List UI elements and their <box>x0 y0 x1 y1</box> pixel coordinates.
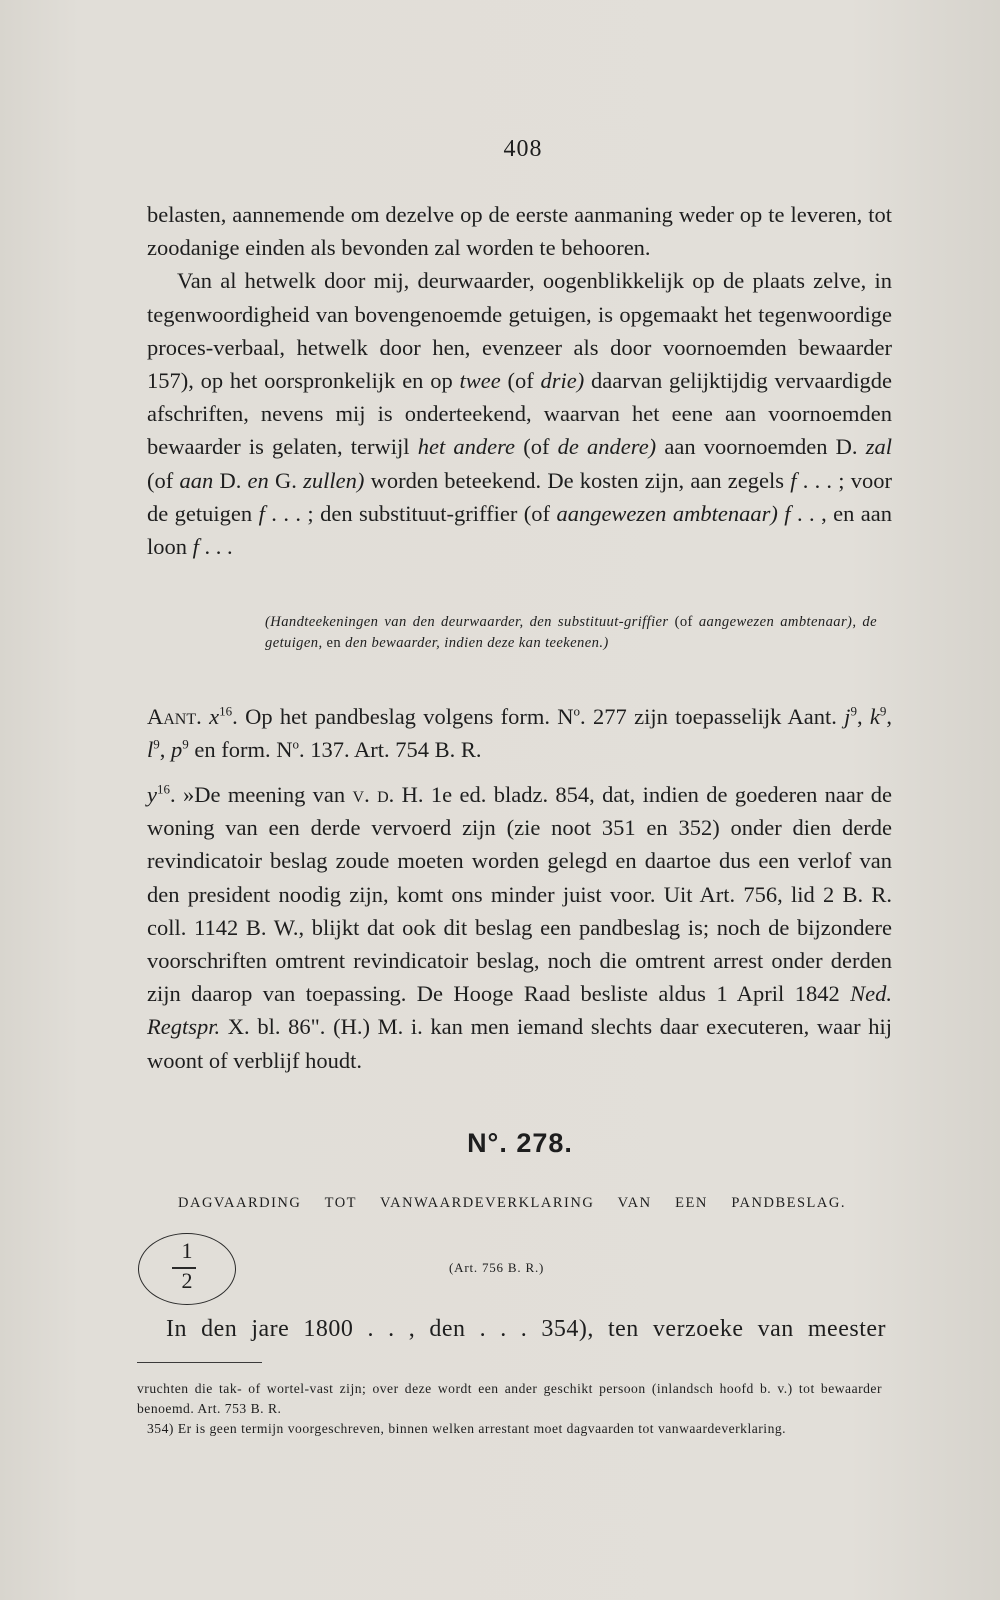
aant-label: Aant. <box>147 704 202 729</box>
article-reference: (Art. 756 B. R.) <box>449 1260 545 1275</box>
footnote-rule <box>137 1362 262 1363</box>
intro-paragraph-1: belasten, aannemende om dezelve op de eerste aanmaning weder op te leveren, tot zoodanige einden als bevonden zal worden te behooren. <box>147 202 892 261</box>
intro-text <box>147 198 892 563</box>
annotation-y16: $y^{16}$. »De meening van v. d. H. 1e ed. bladz. 854, dat, indien de goederen naar de woning van een derde vervoerd zijn (zie noot 351 en 352) onder dien derde revindicatoir beslag zoude moeten worden gelegd en daartoe dus een verlof van den president noodig zijn, komt ons minder juist voor. Uit Art. 756, lid 2 B. R. coll. 1142 B. W., blijkt dat ook dit beslag een pandbeslag is; noch de bijzondere voorschriften omtrent revindicatoir beslag, noch die omtrent arrest onder derden zijn daarop van toepassing. De Hooge Raad besliste aldus 1 April 1842 Ned. Regtspr. X. bl. 86". (H.) M. i. kan men iemand slechts daar executeren, waar hij woont of verblijf houdt. <box>147 781 892 1073</box>
stamp-half-seal <box>138 1233 236 1305</box>
form-first-line: In den jare 1800 . . , den . . . 354), ten verzoeke van meester <box>166 1316 886 1342</box>
footnotes <box>137 1379 882 1439</box>
intro-paragraph-2: Van al hetwelk door mij, deurwaarder, oogenblikkelijk op de plaats zelve, in tegenwoordigheid van bovengenoemde getuigen, is opgemaakt het tegenwoordige proces-verbaal, hetwelk door hen, evenzeer als door voornoemden bewaarder 157), op het oorspronkelijk en op twee (of drie) daarvan gelijktijdig vervaardigde afschriften, nevens mij is onderteekend, waarvan het eene aan voornoemden bewaarder is gelaten, terwijl het andere (of de andere) aan voornoemden D. zal (of aan D. en G. zullen) worden beteekend. De kosten zijn, aan zegels f . . . ; voor de getuigen f . . . ; den substituut-griffier (of aangewezen ambtenaar) f . . , en aan loon f . . . <box>147 268 893 560</box>
signature-block: (Handteekeningen van den deurwaarder, den substituut-griffier (of aangewezen ambtenaar), de getuigen, en den bewaarder, indien deze kan teekenen.) <box>265 614 877 651</box>
form-title: DAGVAARDING TOT VANWAARDEVERKLARING VAN EEN PANDBESLAG. <box>178 1195 846 1211</box>
page-number: 408 <box>503 136 543 162</box>
annotation-x16: Aant. $x^{16}$. Op het pandbeslag volgens form. $N^o$. 277 zijn toepasselijk Aant. $j^9$, $k^9$, $l^9$, $p^9$ en form. $N^o$. 137. Art. 754 B. R. <box>147 703 893 763</box>
stamp-denominator: 2 <box>181 1268 193 1293</box>
footnote-continued: vruchten die tak- of wortel-vast zijn; over deze wordt een ander geschikt persoon (inlandsch hoofd b. v.) tot bewaarder benoemd. Art. 753 B. R. <box>137 1381 882 1416</box>
stamp-numerator: 1 <box>181 1238 193 1263</box>
form-number: N°. 278. <box>467 1128 573 1158</box>
footnote-354: 354) Er is geen termijn voorgeschreven, binnen welken arrestant moet dagvaarden tot vanwaardeverklaring. <box>147 1421 787 1436</box>
